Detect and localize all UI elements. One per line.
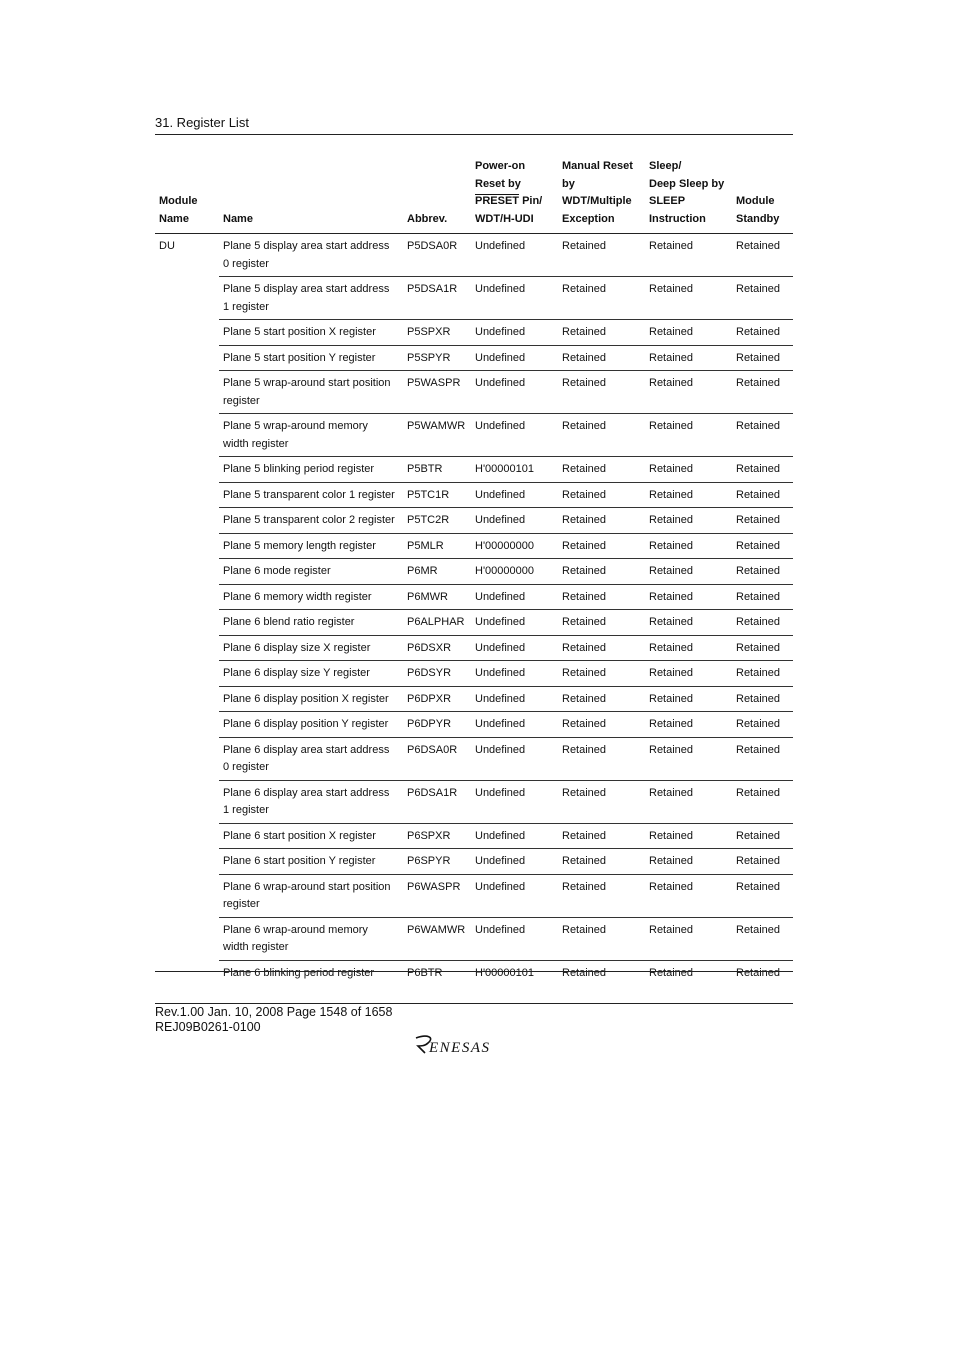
module-standby-cell: Retained <box>732 482 793 508</box>
power-on-reset-cell: H'00000000 <box>471 533 558 559</box>
register-name-cell: Plane 6 start position X register <box>219 823 403 849</box>
module-cell <box>155 780 219 823</box>
abbrev-cell: P5SPYR <box>403 345 471 371</box>
register-name-cell: Plane 5 start position Y register <box>219 345 403 371</box>
register-name-cell: Plane 6 display size X register <box>219 635 403 661</box>
module-standby-cell: Retained <box>732 874 793 917</box>
module-standby-cell: Retained <box>732 737 793 780</box>
power-on-reset-cell: Undefined <box>471 508 558 534</box>
module-standby-cell: Retained <box>732 559 793 585</box>
table-row <box>155 277 793 320</box>
register-name-cell: Plane 6 mode register <box>219 559 403 585</box>
sleep-cell: Retained <box>649 966 694 979</box>
abbrev-cell: P5TC2R <box>403 508 471 534</box>
power-on-reset-cell: Undefined <box>471 371 558 414</box>
abbrev-cell: P5WAMWR <box>403 414 471 457</box>
sleep-cell: Retained <box>645 533 732 559</box>
power-on-reset-cell: Undefined <box>471 610 558 636</box>
footer-revision: Rev.1.00 Jan. 10, 2008 Page 1548 of 1658 <box>155 1005 393 1019</box>
power-on-reset-cell: Undefined <box>471 635 558 661</box>
manual-reset-cell: Retained <box>558 917 645 960</box>
register-name-cell: Plane 6 wrap-around memory width register <box>219 917 403 960</box>
sleep-cell: Retained <box>645 610 732 636</box>
module-cell <box>155 584 219 610</box>
sleep-cell: Retained <box>645 277 732 320</box>
abbrev-cell: P5MLR <box>403 533 471 559</box>
abbrev-cell: P5DSA0R <box>403 234 471 277</box>
manual-reset-cell: Retained <box>558 661 645 687</box>
power-on-reset-cell: Undefined <box>471 277 558 320</box>
table-row <box>155 780 793 823</box>
power-on-reset-cell: H'00000101 <box>475 966 534 979</box>
manual-reset-cell: Retained <box>558 234 645 277</box>
module-cell: DU <box>159 240 175 252</box>
manual-reset-cell: Retained <box>558 874 645 917</box>
register-name-cell: Plane 6 blend ratio register <box>219 610 403 636</box>
table-row <box>155 234 793 277</box>
register-name-cell: Plane 6 display size Y register <box>219 661 403 687</box>
sleep-cell: Retained <box>645 482 732 508</box>
power-on-reset-cell: Undefined <box>471 737 558 780</box>
module-standby-cell: Retained <box>732 610 793 636</box>
power-on-reset-cell: Undefined <box>471 874 558 917</box>
table-row <box>155 712 793 738</box>
sleep-cell: Retained <box>645 371 732 414</box>
module-standby-cell: Retained <box>736 966 781 979</box>
module-standby-cell: Retained <box>732 457 793 483</box>
power-on-reset-cell: Undefined <box>471 234 558 277</box>
table-row <box>155 345 793 371</box>
register-name-cell: Plane 5 display area start address 0 register <box>219 234 403 277</box>
table-row <box>155 482 793 508</box>
manual-reset-cell: Retained <box>558 584 645 610</box>
header-rule <box>155 134 793 135</box>
table-header-row <box>155 158 793 234</box>
module-cell <box>155 874 219 917</box>
power-on-reset-cell: Undefined <box>471 345 558 371</box>
sleep-cell: Retained <box>645 780 732 823</box>
module-cell <box>155 661 219 687</box>
footer-document-number: REJ09B0261-0100 <box>155 1020 261 1034</box>
manual-reset-cell: Retained <box>558 457 645 483</box>
register-name-cell: Plane 6 display position Y register <box>219 712 403 738</box>
table-row <box>155 635 793 661</box>
module-cell <box>155 849 219 875</box>
module-standby-cell: Retained <box>732 635 793 661</box>
manual-reset-cell: Retained <box>558 712 645 738</box>
manual-reset-cell: Retained <box>558 737 645 780</box>
abbrev-cell: P6SPXR <box>403 823 471 849</box>
module-cell <box>155 345 219 371</box>
manual-reset-cell: Retained <box>558 345 645 371</box>
module-standby-cell: Retained <box>732 234 793 277</box>
preset-signal-label: PRESET <box>475 195 520 207</box>
power-on-reset-cell: Undefined <box>471 823 558 849</box>
register-name-cell: Plane 5 transparent color 1 register <box>219 482 403 508</box>
power-on-reset-cell: H'00000101 <box>471 457 558 483</box>
abbrev-cell: P6DSA0R <box>403 737 471 780</box>
sleep-cell: Retained <box>645 457 732 483</box>
table-row <box>155 559 793 585</box>
module-cell <box>155 482 219 508</box>
col-header-module: Module Name <box>159 195 198 225</box>
module-standby-cell: Retained <box>732 849 793 875</box>
module-standby-cell: Retained <box>732 780 793 823</box>
sleep-cell: Retained <box>645 234 732 277</box>
sleep-cell: Retained <box>645 712 732 738</box>
abbrev-cell: P6DPYR <box>403 712 471 738</box>
manual-reset-cell: Retained <box>558 610 645 636</box>
manual-reset-cell: Retained <box>558 780 645 823</box>
sleep-cell: Retained <box>645 414 732 457</box>
col-header-name: Name <box>223 212 253 225</box>
module-cell <box>155 533 219 559</box>
module-cell <box>155 823 219 849</box>
manual-reset-cell: Retained <box>558 686 645 712</box>
power-on-reset-cell: Undefined <box>471 482 558 508</box>
module-standby-cell: Retained <box>732 661 793 687</box>
table-row <box>155 584 793 610</box>
power-on-reset-cell: Undefined <box>471 686 558 712</box>
manual-reset-cell: Retained <box>558 508 645 534</box>
sleep-cell: Retained <box>645 661 732 687</box>
table-row <box>155 414 793 457</box>
module-standby-cell: Retained <box>732 345 793 371</box>
abbrev-cell: P6DSYR <box>403 661 471 687</box>
module-standby-cell: Retained <box>732 320 793 346</box>
register-name-cell: Plane 5 display area start address 1 register <box>219 277 403 320</box>
table-row <box>155 849 793 875</box>
module-cell <box>155 610 219 636</box>
module-standby-cell: Retained <box>732 712 793 738</box>
power-on-reset-cell: Undefined <box>471 414 558 457</box>
table-bottom-rule <box>155 971 793 972</box>
abbrev-cell: P6SPYR <box>403 849 471 875</box>
abbrev-cell: P6MR <box>403 559 471 585</box>
manual-reset-cell: Retained <box>562 966 607 979</box>
table-row <box>155 917 793 960</box>
sleep-cell: Retained <box>645 917 732 960</box>
table-row <box>155 457 793 483</box>
register-name-cell: Plane 5 memory length register <box>219 533 403 559</box>
register-name-cell: Plane 6 display position X register <box>219 686 403 712</box>
manual-reset-cell: Retained <box>558 849 645 875</box>
power-on-reset-cell: Undefined <box>471 584 558 610</box>
register-name-cell: Plane 6 blinking period register <box>223 966 375 979</box>
abbrev-cell: P5TC1R <box>403 482 471 508</box>
module-cell <box>155 960 219 985</box>
sleep-cell: Retained <box>645 823 732 849</box>
module-standby-cell: Retained <box>732 686 793 712</box>
manual-reset-cell: Retained <box>558 320 645 346</box>
abbrev-cell: P6MWR <box>403 584 471 610</box>
sleep-cell: Retained <box>645 559 732 585</box>
module-standby-cell: Retained <box>732 917 793 960</box>
module-cell <box>155 277 219 320</box>
sleep-cell: Retained <box>645 635 732 661</box>
renesas-logo <box>413 1034 533 1056</box>
table-row <box>155 737 793 780</box>
power-on-reset-cell: Undefined <box>471 780 558 823</box>
register-name-cell: Plane 6 start position Y register <box>219 849 403 875</box>
power-on-reset-cell: H'00000000 <box>471 559 558 585</box>
module-cell <box>155 320 219 346</box>
table-row <box>155 823 793 849</box>
module-cell <box>155 414 219 457</box>
module-cell <box>155 686 219 712</box>
page-header: 31. Register List <box>155 115 249 130</box>
power-on-reset-cell: Undefined <box>471 917 558 960</box>
module-cell <box>155 559 219 585</box>
register-name-cell: Plane 6 memory width register <box>219 584 403 610</box>
table-row <box>155 320 793 346</box>
sleep-cell: Retained <box>645 874 732 917</box>
module-cell <box>155 917 219 960</box>
table-row <box>155 960 793 985</box>
register-table <box>155 158 793 985</box>
sleep-cell: Retained <box>645 345 732 371</box>
table-row <box>155 533 793 559</box>
power-on-reset-cell: Undefined <box>471 849 558 875</box>
abbrev-cell: P6DSXR <box>403 635 471 661</box>
abbrev-cell: P6WASPR <box>403 874 471 917</box>
register-name-cell: Plane 5 wrap-around start position register <box>219 371 403 414</box>
manual-reset-cell: Retained <box>558 823 645 849</box>
module-standby-cell: Retained <box>732 533 793 559</box>
module-standby-cell: Retained <box>732 371 793 414</box>
module-cell <box>155 635 219 661</box>
abbrev-cell: P6BTR <box>407 966 443 979</box>
abbrev-cell: P6DSA1R <box>403 780 471 823</box>
module-cell <box>155 371 219 414</box>
module-standby-cell: Retained <box>732 823 793 849</box>
sleep-cell: Retained <box>645 584 732 610</box>
svg-text:ENESAS: ENESAS <box>429 1040 491 1056</box>
module-standby-cell: Retained <box>732 414 793 457</box>
sleep-cell: Retained <box>645 320 732 346</box>
register-name-cell: Plane 6 display area start address 1 register <box>219 780 403 823</box>
table-row <box>155 508 793 534</box>
module-cell <box>155 737 219 780</box>
abbrev-cell: P5BTR <box>403 457 471 483</box>
abbrev-cell: P6DPXR <box>403 686 471 712</box>
footer-rule <box>155 1003 793 1004</box>
col-header-manual-reset: Manual Reset by WDT/Multiple Exception <box>562 160 633 225</box>
col-header-module-standby: Module Standby <box>736 195 780 225</box>
register-name-cell: Plane 5 transparent color 2 register <box>219 508 403 534</box>
col-header-sleep: Sleep/ Deep Sleep by SLEEP Instruction <box>649 160 725 225</box>
power-on-reset-cell: Undefined <box>471 320 558 346</box>
manual-reset-cell: Retained <box>558 635 645 661</box>
manual-reset-cell: Retained <box>558 414 645 457</box>
col-header-abbrev: Abbrev. <box>407 212 448 225</box>
manual-reset-cell: Retained <box>558 482 645 508</box>
table-row <box>155 874 793 917</box>
abbrev-cell: P6WAMWR <box>403 917 471 960</box>
table-row <box>155 686 793 712</box>
manual-reset-cell: Retained <box>558 559 645 585</box>
register-name-cell: Plane 5 wrap-around memory width register <box>219 414 403 457</box>
sleep-cell: Retained <box>645 849 732 875</box>
register-name-cell: Plane 6 display area start address 0 register <box>219 737 403 780</box>
power-on-reset-cell: Undefined <box>471 661 558 687</box>
table-row <box>155 610 793 636</box>
register-name-cell: Plane 6 wrap-around start position register <box>219 874 403 917</box>
module-standby-cell: Retained <box>732 277 793 320</box>
register-name-cell: Plane 5 blinking period register <box>219 457 403 483</box>
module-cell <box>155 457 219 483</box>
sleep-cell: Retained <box>645 686 732 712</box>
module-standby-cell: Retained <box>732 508 793 534</box>
abbrev-cell: P5WASPR <box>403 371 471 414</box>
sleep-cell: Retained <box>645 737 732 780</box>
table-row <box>155 371 793 414</box>
col-header-power-on-reset: Power-on Reset by PRESET Pin/ WDT/H-UDI <box>475 160 543 225</box>
power-on-reset-cell: Undefined <box>471 712 558 738</box>
abbrev-cell: P5DSA1R <box>403 277 471 320</box>
abbrev-cell: P5SPXR <box>403 320 471 346</box>
table-row <box>155 661 793 687</box>
manual-reset-cell: Retained <box>558 277 645 320</box>
module-standby-cell: Retained <box>732 584 793 610</box>
manual-reset-cell: Retained <box>558 371 645 414</box>
abbrev-cell: P6ALPHAR <box>403 610 471 636</box>
sleep-cell: Retained <box>645 508 732 534</box>
register-name-cell: Plane 5 start position X register <box>219 320 403 346</box>
module-cell <box>155 712 219 738</box>
module-cell <box>155 508 219 534</box>
manual-reset-cell: Retained <box>558 533 645 559</box>
